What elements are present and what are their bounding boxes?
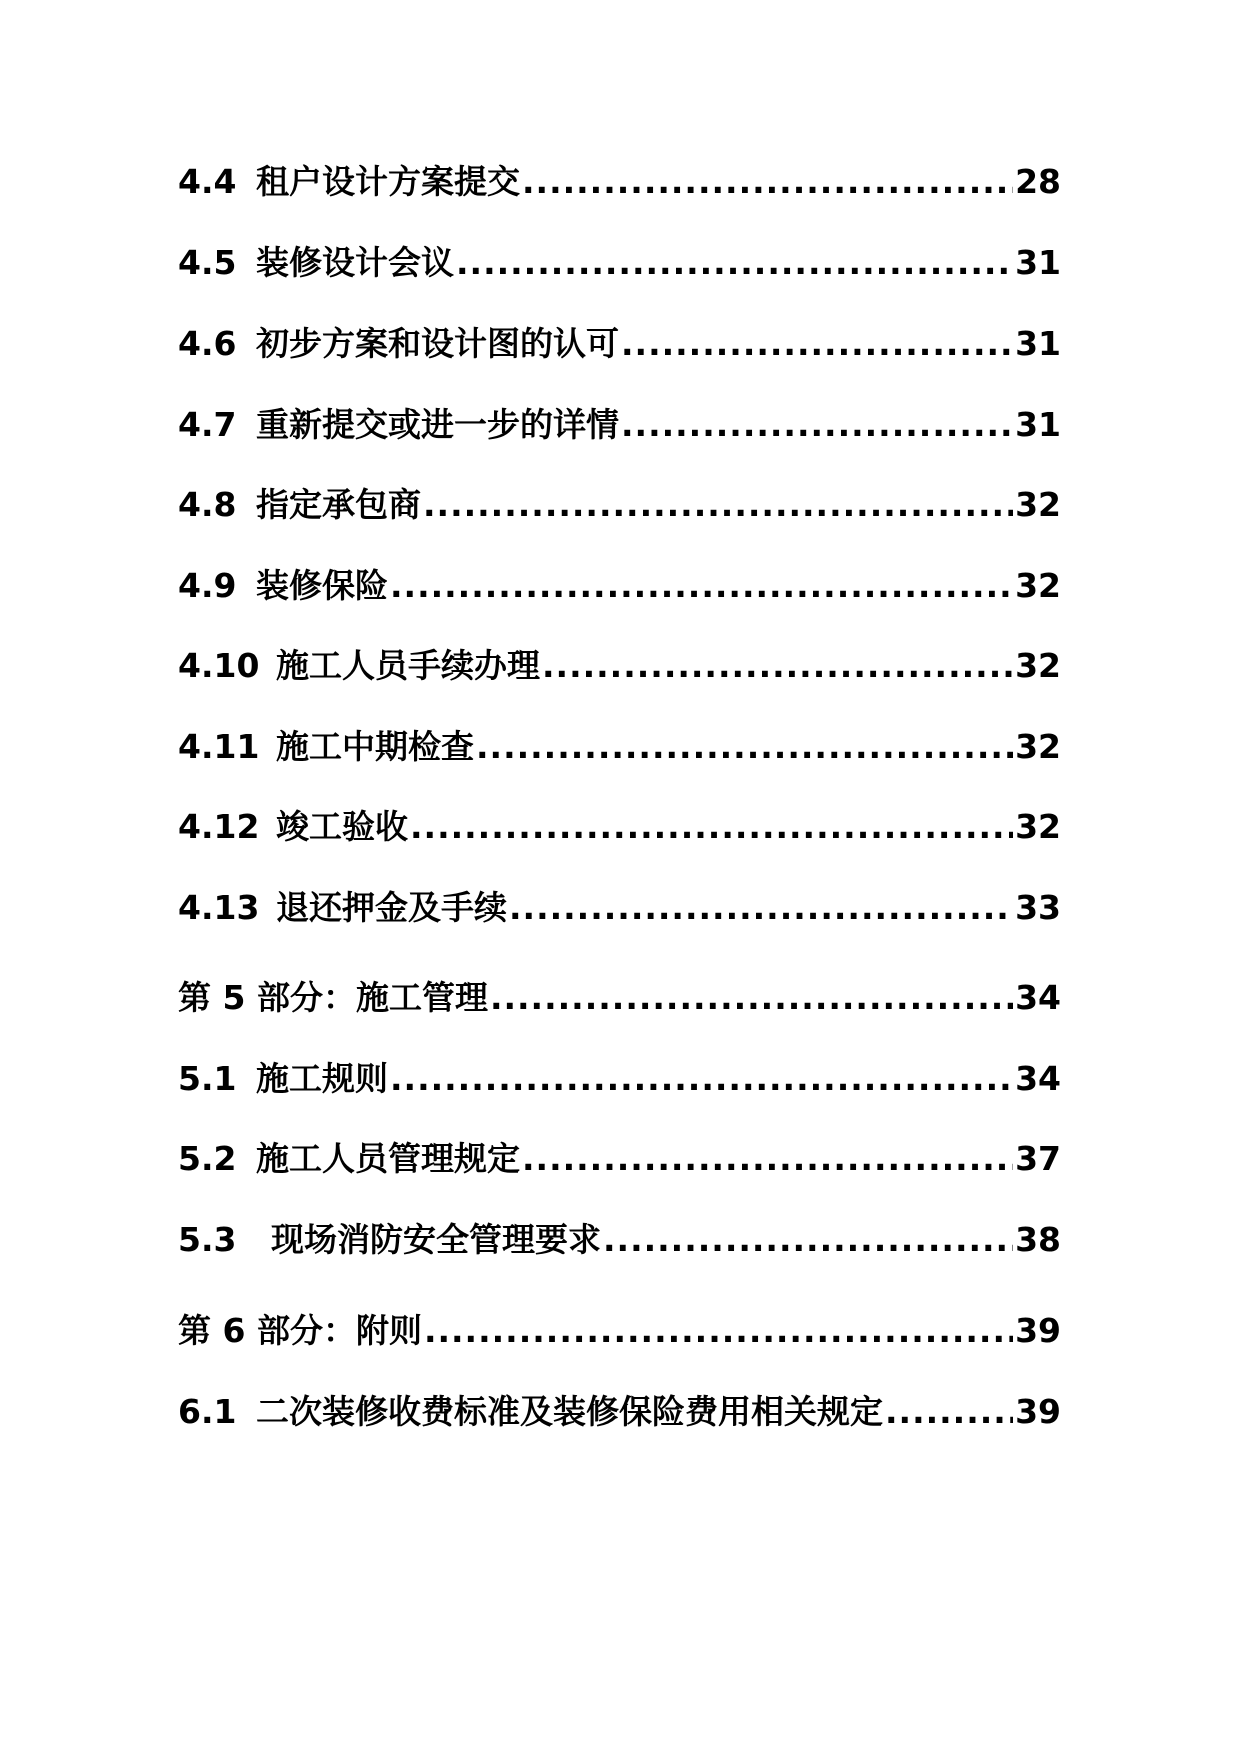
toc-entry-number: 6.1 bbox=[178, 1392, 237, 1431]
toc-entry-title: 施工中期检查 bbox=[276, 727, 474, 766]
toc-entry-title: 二次装修收费标准及装修保险费用相关规定 bbox=[256, 1392, 883, 1431]
dot-leader bbox=[509, 883, 1013, 933]
toc-entry-page: 28 bbox=[1015, 162, 1061, 201]
toc-entry-number: 4.10 bbox=[178, 646, 260, 685]
toc-entry-page: 32 bbox=[1015, 807, 1061, 846]
toc-entry-title: 施工人员管理规定 bbox=[256, 1139, 520, 1178]
toc-entry-number: 5.1 bbox=[178, 1059, 237, 1098]
toc-entry-title: 施工规则 bbox=[256, 1059, 388, 1098]
dot-leader bbox=[490, 973, 1013, 1023]
toc-entry-part-5[interactable] bbox=[178, 973, 1061, 1023]
toc-entry-6-1[interactable] bbox=[178, 1387, 1061, 1437]
dot-leader bbox=[410, 802, 1013, 852]
toc-entry-title: 附则 bbox=[355, 1311, 422, 1350]
dot-leader bbox=[621, 400, 1013, 450]
toc-entry-number: 5.2 bbox=[178, 1139, 237, 1178]
dot-leader bbox=[424, 1306, 1013, 1356]
toc-entry-page: 31 bbox=[1015, 324, 1061, 363]
dot-leader bbox=[476, 722, 1013, 772]
toc-entry-part-6[interactable] bbox=[178, 1306, 1061, 1356]
toc-entry-number: 4.7 bbox=[178, 405, 237, 444]
toc-entry-4-10[interactable] bbox=[178, 641, 1061, 691]
toc-entry-number: 4.12 bbox=[178, 807, 260, 846]
toc-entry-4-8[interactable] bbox=[178, 480, 1061, 530]
toc-entry-number: 4.6 bbox=[178, 324, 237, 363]
toc-entry-4-13[interactable] bbox=[178, 883, 1061, 933]
toc-entry-page: 39 bbox=[1015, 1392, 1061, 1431]
dot-leader bbox=[423, 480, 1013, 530]
toc-entry-page: 34 bbox=[1015, 978, 1061, 1017]
toc-entry-page: 33 bbox=[1015, 888, 1061, 927]
toc-entry-page: 32 bbox=[1015, 727, 1061, 766]
dot-leader bbox=[542, 641, 1013, 691]
toc-entry-title: 施工人员手续办理 bbox=[276, 646, 540, 685]
toc-entry-page: 32 bbox=[1015, 646, 1061, 685]
dot-leader bbox=[456, 238, 1013, 288]
toc-entry-5-3[interactable] bbox=[178, 1215, 1061, 1265]
toc-entry-title: 施工管理 bbox=[355, 978, 488, 1017]
toc-entry-4-12[interactable] bbox=[178, 802, 1061, 852]
toc-entry-page: 31 bbox=[1015, 243, 1061, 282]
toc-entry-4-4[interactable] bbox=[178, 157, 1061, 207]
toc-entry-5-2[interactable] bbox=[178, 1134, 1061, 1184]
toc-entry-page: 31 bbox=[1015, 405, 1061, 444]
toc-entry-number: 4.8 bbox=[178, 485, 237, 524]
toc-entry-number: 第 5 部分： bbox=[178, 978, 356, 1017]
toc-entry-page: 38 bbox=[1015, 1220, 1061, 1259]
toc-entry-number: 5.3 bbox=[178, 1220, 237, 1259]
toc-entry-title: 现场消防安全管理要求 bbox=[271, 1220, 601, 1259]
toc-entry-title: 装修设计会议 bbox=[256, 243, 454, 282]
dot-leader bbox=[621, 319, 1013, 369]
toc-entry-title: 指定承包商 bbox=[256, 485, 421, 524]
toc-entry-page: 34 bbox=[1015, 1059, 1061, 1098]
toc-entry-number: 4.13 bbox=[178, 888, 260, 927]
toc-entry-4-11[interactable] bbox=[178, 722, 1061, 772]
toc-entry-title: 租户设计方案提交 bbox=[256, 162, 520, 201]
toc-entry-number: 4.5 bbox=[178, 243, 237, 282]
toc-entry-title: 初步方案和设计图的认可 bbox=[256, 324, 619, 363]
dot-leader bbox=[603, 1215, 1013, 1265]
toc-entry-4-7[interactable] bbox=[178, 400, 1061, 450]
toc-entry-4-9[interactable] bbox=[178, 561, 1061, 611]
toc-entry-5-1[interactable] bbox=[178, 1054, 1061, 1104]
toc-entry-title: 装修保险 bbox=[256, 566, 388, 605]
toc-entry-page: 37 bbox=[1015, 1139, 1061, 1178]
toc-entry-title: 竣工验收 bbox=[276, 807, 408, 846]
toc-entry-title: 重新提交或进一步的详情 bbox=[256, 405, 619, 444]
toc-entry-number: 4.11 bbox=[178, 727, 260, 766]
toc-entry-4-6[interactable] bbox=[178, 319, 1061, 369]
toc-entry-page: 32 bbox=[1015, 566, 1061, 605]
dot-leader bbox=[522, 1134, 1013, 1184]
toc-entry-title: 退还押金及手续 bbox=[276, 888, 507, 927]
toc-entry-number: 第 6 部分： bbox=[178, 1311, 356, 1350]
dot-leader bbox=[390, 1054, 1013, 1104]
dot-leader bbox=[522, 157, 1013, 207]
toc-entry-4-5[interactable] bbox=[178, 238, 1061, 288]
toc-entry-number: 4.4 bbox=[178, 162, 237, 201]
toc-entry-page: 32 bbox=[1015, 485, 1061, 524]
dot-leader bbox=[390, 561, 1013, 611]
dot-leader bbox=[885, 1387, 1013, 1437]
toc-entry-page: 39 bbox=[1015, 1311, 1061, 1350]
table-of-contents bbox=[178, 0, 1061, 1754]
toc-entry-number: 4.9 bbox=[178, 566, 237, 605]
